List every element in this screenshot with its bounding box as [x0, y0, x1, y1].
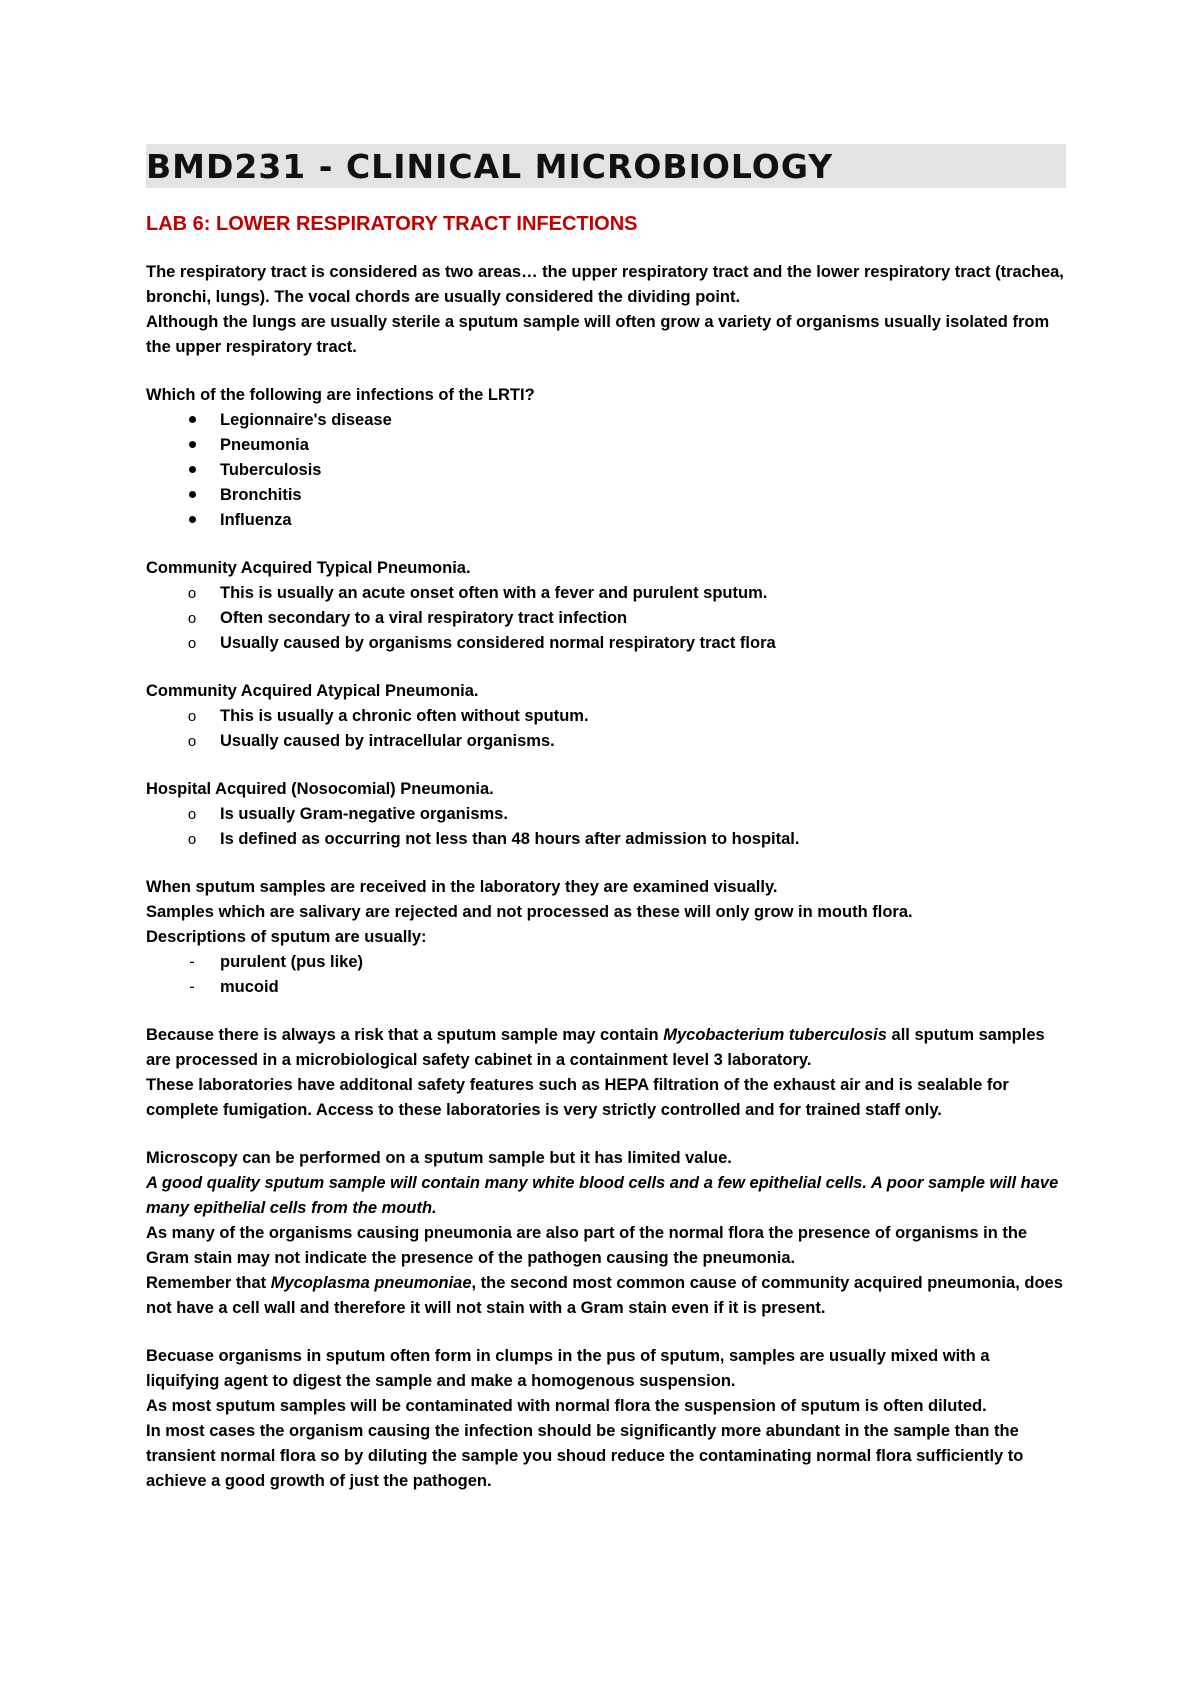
bullet-icon	[182, 483, 202, 508]
list-item: Pneumonia	[146, 433, 1066, 458]
paragraph-line: A good quality sputum sample will contain many white blood cells and a few epithelial cells. A poor sample will have many epithelial cells from the mouth.	[146, 1174, 1059, 1217]
bullet-icon	[182, 433, 202, 458]
circle-bullet-icon: o	[187, 806, 197, 823]
circle-bullet-icon: o	[187, 831, 197, 848]
dash-bullet-icon: -	[189, 978, 195, 996]
intro-paragraph	[146, 260, 1066, 360]
processing-section	[146, 1344, 1066, 1494]
bullet-icon	[182, 508, 202, 533]
bullet-icon	[182, 408, 202, 433]
sputum-section	[146, 875, 1066, 1000]
paragraph-line: Microscopy can be performed on a sputum sample but it has limited value.	[146, 1149, 732, 1167]
paragraph-line: Remember that Mycoplasma pneumoniae, the second most common cause of community acquired pneumonia, does not have a cell wall and therefore it will not stain with a Gram stain even if it is present.	[146, 1274, 1063, 1317]
atypical-list	[146, 704, 1066, 754]
list-item: o Usually caused by intracellular organisms.	[146, 729, 1066, 754]
paragraph-line: As many of the organisms causing pneumonia are also part of the normal flora the presence of organisms in the Gram stain may not indicate the presence of the pathogen causing the pneumonia.	[146, 1224, 1028, 1267]
list-item: o Often secondary to a viral respiratory tract infection	[146, 606, 1066, 631]
circle-bullet-icon: o	[187, 708, 197, 725]
list-item: o Usually caused by organisms considered normal respiratory tract flora	[146, 631, 1066, 656]
section-heading: Hospital Acquired (Nosocomial) Pneumonia.	[146, 780, 494, 798]
paragraph-line: Descriptions of sputum are usually:	[146, 928, 427, 946]
circle-bullet-icon: o	[187, 733, 197, 750]
italic-term: Mycoplasma pneumoniae	[270, 1274, 472, 1292]
hospital-list	[146, 802, 1066, 852]
list-item: Influenza	[146, 508, 1066, 533]
safety-section	[146, 1023, 1066, 1123]
circle-bullet-icon: o	[187, 610, 197, 627]
list-item: Tuberculosis	[146, 458, 1066, 483]
bullet-icon	[182, 458, 202, 483]
dash-bullet-icon: -	[189, 953, 195, 971]
paragraph-line: Because there is always a risk that a sputum sample may contain Mycobacterium tuberculosis all sputum samples are processed in a microbiological safety cabinet in a containment level 3 laboratory.	[146, 1026, 1045, 1069]
paragraph-line: As most sputum samples will be contaminated with normal flora the suspension of sputum is often diluted.	[146, 1397, 987, 1415]
list-item: o This is usually an acute onset often with a fever and purulent sputum.	[146, 581, 1066, 606]
infection-list	[146, 408, 1066, 533]
section-heading: Community Acquired Atypical Pneumonia.	[146, 682, 479, 700]
typical-list	[146, 581, 1066, 656]
list-item: - mucoid	[146, 975, 1066, 1000]
list-item: - purulent (pus like)	[146, 950, 1066, 975]
atypical-pneumonia-section	[146, 679, 1066, 754]
document-content	[146, 144, 1066, 1494]
sputum-description-list	[146, 950, 1066, 1000]
list-item: o This is usually a chronic often without sputum.	[146, 704, 1066, 729]
microscopy-section	[146, 1146, 1066, 1321]
question-section	[146, 383, 1066, 533]
hospital-pneumonia-section	[146, 777, 1066, 852]
intro-line: Although the lungs are usually sterile a sputum sample will often grow a variety of organisms usually isolated from the upper respiratory tract.	[146, 313, 1050, 356]
typical-pneumonia-section	[146, 556, 1066, 656]
list-item: Bronchitis	[146, 483, 1066, 508]
paragraph-line: Becuase organisms in sputum often form in clumps in the pus of sputum, samples are usually mixed with a liquifying agent to digest the sample and make a homogenous suspension.	[146, 1347, 990, 1390]
paragraph-line: In most cases the organism causing the infection should be significantly more abundant in the sample than the transient normal flora so by diluting the sample you shoud reduce the contaminating normal flora sufficiently to achieve a good growth of just the pathogen.	[146, 1422, 1024, 1490]
question-text: Which of the following are infections of the LRTI?	[146, 386, 535, 404]
circle-bullet-icon: o	[187, 635, 197, 652]
section-heading: Community Acquired Typical Pneumonia.	[146, 559, 471, 577]
list-item: Legionnaire's disease	[146, 408, 1066, 433]
italic-term: Mycobacterium tuberculosis	[663, 1026, 887, 1044]
lab-title: LAB 6: LOWER RESPIRATORY TRACT INFECTIONS	[146, 213, 638, 235]
paragraph-line: When sputum samples are received in the laboratory they are examined visually.	[146, 878, 778, 896]
paragraph-line: Samples which are salivary are rejected and not processed as these will only grow in mouth flora.	[146, 903, 913, 921]
list-item: o Is defined as occurring not less than 48 hours after admission to hospital.	[146, 827, 1066, 852]
paragraph-line: These laboratories have additonal safety features such as HEPA filtration of the exhaust air and is sealable for complete fumigation. Access to these laboratories is very strictly controlled and for trained staff only.	[146, 1076, 1009, 1119]
list-item: o Is usually Gram-negative organisms.	[146, 802, 1066, 827]
course-title: BMD231 - CLINICAL MICROBIOLOGY	[146, 144, 1066, 188]
intro-line: The respiratory tract is considered as two areas… the upper respiratory tract and the lower respiratory tract (trachea, bronchi, lungs). The vocal chords are usually considered the dividing point.	[146, 263, 1064, 306]
circle-bullet-icon: o	[187, 585, 197, 602]
